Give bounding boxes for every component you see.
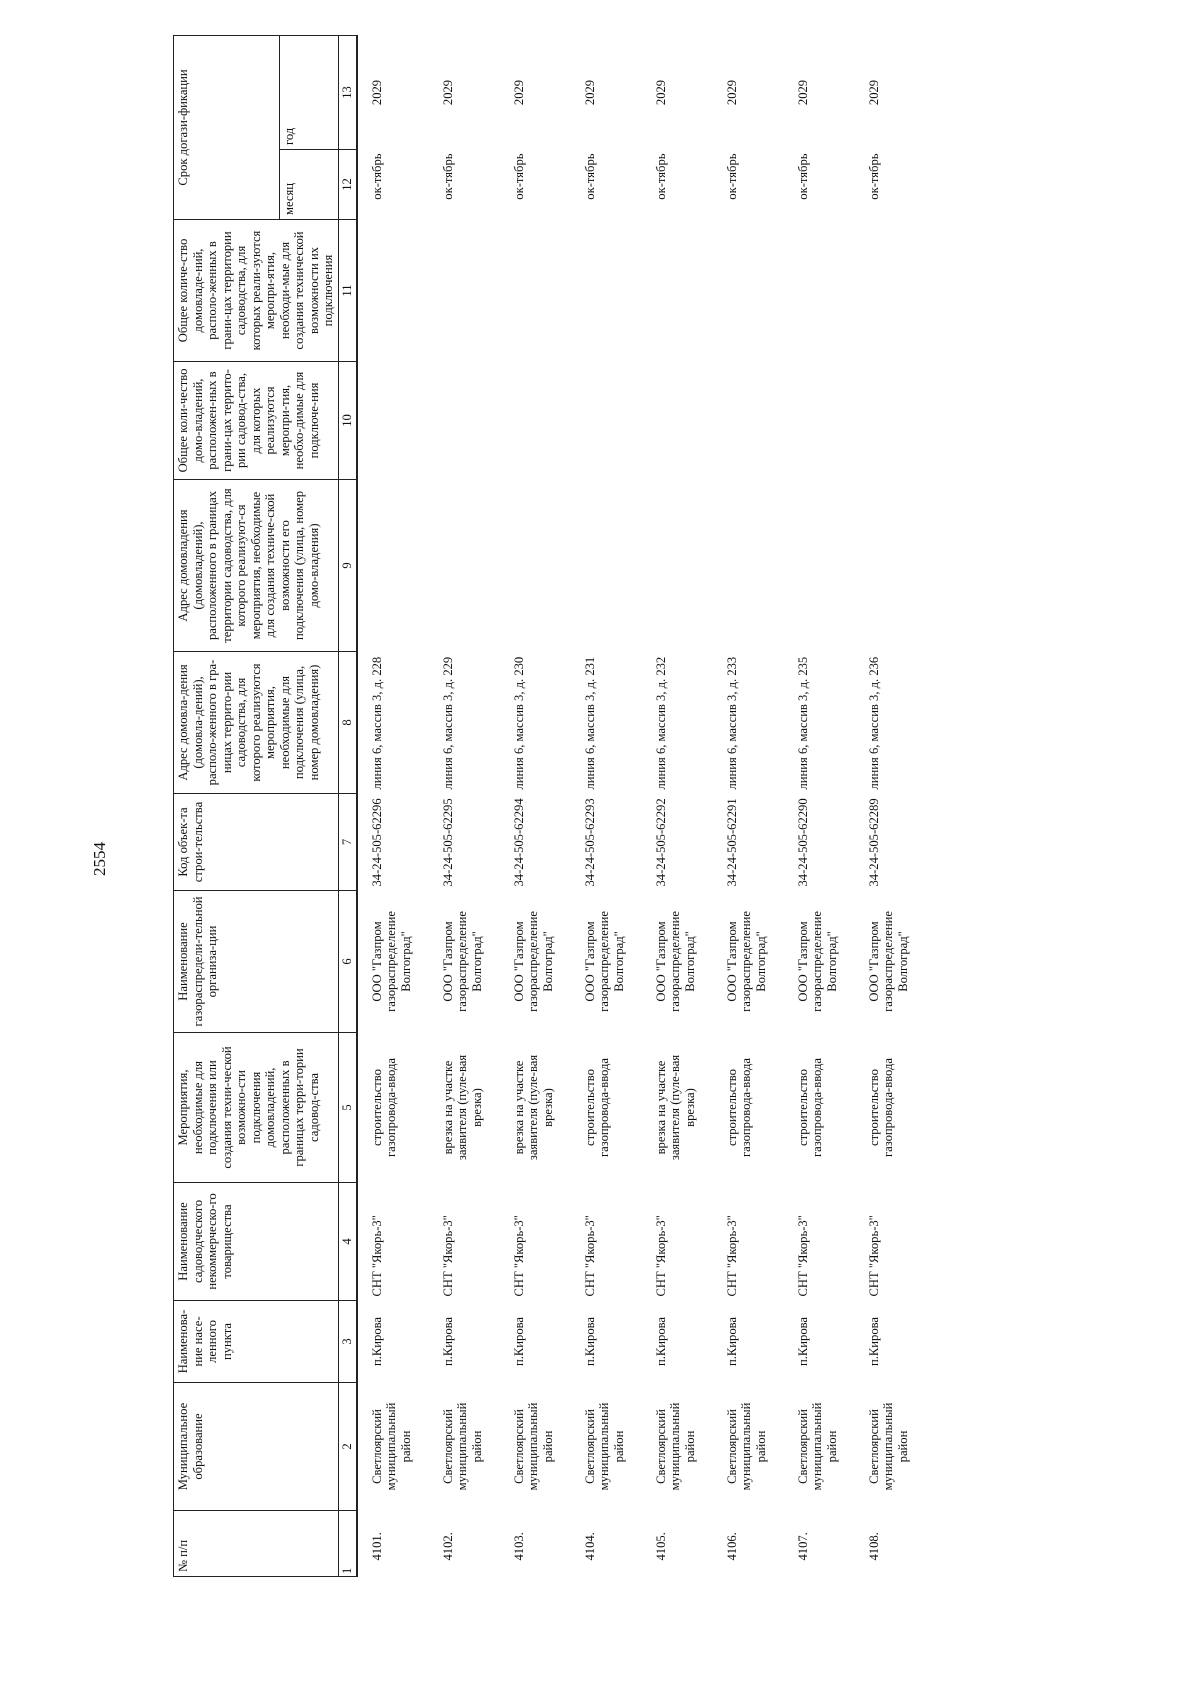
address-cell: линия 6, массив 3, д. 230 bbox=[511, 656, 526, 790]
gas-organization-cell: ООО "Газпром газораспределение Волгоград" bbox=[653, 911, 697, 1012]
month-cell: ок-тябрь bbox=[369, 153, 384, 200]
header-count-connection: Общее коли-чество домо-владений, расположен-ных в грани-цах террито-рии садовод-ства, для которых реализуются меропри-тия, необхо-димые для подключе-ния bbox=[174, 362, 339, 480]
column-number: 8 bbox=[338, 652, 357, 794]
count-capability-cell bbox=[357, 220, 429, 362]
count-capability-cell bbox=[855, 220, 930, 362]
table-row bbox=[784, 35, 855, 1576]
header-month: месяц bbox=[279, 150, 338, 220]
object-code-cell: 34-24-505-62292 bbox=[653, 798, 668, 887]
measure-cell: строительство газопровода-ввода bbox=[369, 1058, 398, 1158]
table-header bbox=[174, 35, 357, 1576]
count-capability-cell bbox=[642, 220, 713, 362]
measure-cell: врезка на участке заявителя (пуле-вая врезка) bbox=[440, 1054, 484, 1161]
header-municipality: Муниципальное образование bbox=[174, 1383, 339, 1511]
gas-organization-cell: ООО "Газпром газораспределение Волгоград" bbox=[866, 911, 910, 1012]
row-number: 4106. bbox=[724, 1532, 739, 1561]
month-cell: ок-тябрь bbox=[511, 153, 526, 200]
settlement-cell: п.Кирова bbox=[511, 1317, 526, 1366]
municipality-cell: Светлоярский муниципальный район bbox=[582, 1402, 626, 1491]
gas-organization-cell: ООО "Газпром газораспределение Волгоград" bbox=[724, 911, 768, 1012]
header-address-connection: Адрес домовла-дения (домовла-дений), располо-женного в гра-ницах террито-рии садоводства, для которого реализуются мероприятия, необходимые для подключения (улица, номер домовладения) bbox=[174, 652, 339, 794]
header-deadline: Срок догази-фикации bbox=[174, 35, 280, 219]
address-capability-cell bbox=[642, 480, 713, 652]
object-code-cell: 34-24-505-62290 bbox=[795, 798, 810, 887]
count-connection-cell bbox=[571, 362, 642, 480]
measure-cell: строительство газопровода-ввода bbox=[582, 1058, 611, 1158]
column-number: 7 bbox=[338, 794, 357, 891]
year-cell: 2029 bbox=[511, 79, 526, 106]
table-body bbox=[357, 35, 930, 1576]
snt-cell: СНТ "Якорь-3" bbox=[653, 1215, 668, 1297]
column-number: 11 bbox=[338, 220, 357, 362]
count-capability-cell bbox=[713, 220, 784, 362]
header-gas-organization: Наименование газораспредели-тельной организа-ции bbox=[174, 891, 339, 1033]
address-capability-cell bbox=[357, 480, 429, 652]
address-cell: линия 6, массив 3, д. 233 bbox=[724, 656, 739, 790]
year-cell: 2029 bbox=[582, 79, 597, 106]
column-number: 13 bbox=[338, 35, 357, 149]
table-row bbox=[571, 35, 642, 1576]
settlement-cell: п.Кирова bbox=[582, 1317, 597, 1366]
object-code-cell: 34-24-505-62294 bbox=[511, 798, 526, 887]
header-object-code: Код объек-та строи-тельства bbox=[174, 794, 339, 891]
address-capability-cell bbox=[784, 480, 855, 652]
column-number: 1 bbox=[338, 1511, 357, 1577]
table-row bbox=[500, 35, 571, 1576]
column-number: 10 bbox=[338, 362, 357, 480]
month-cell: ок-тябрь bbox=[866, 153, 881, 200]
address-capability-cell bbox=[713, 480, 784, 652]
gasification-table bbox=[173, 35, 930, 1577]
table-row bbox=[855, 35, 930, 1576]
gas-organization-cell: ООО "Газпром газораспределение Волгоград" bbox=[795, 911, 839, 1012]
month-cell: ок-тябрь bbox=[795, 153, 810, 200]
year-cell: 2029 bbox=[795, 79, 810, 106]
count-connection-cell bbox=[713, 362, 784, 480]
column-numbers-row bbox=[338, 35, 357, 1576]
snt-cell: СНТ "Якорь-3" bbox=[511, 1215, 526, 1297]
header-count-capability: Общее количе-ство домовладе-ний, располо-женных в грани-цах территории садоводства, для которых реали-зуются меропри-ятия, необходи-мые для создания технической возможности их подключения bbox=[174, 220, 339, 362]
row-number: 4101. bbox=[369, 1532, 384, 1561]
row-number: 4104. bbox=[582, 1532, 597, 1561]
measure-cell: врезка на участке заявителя (пуле-вая врезка) bbox=[653, 1054, 697, 1161]
header-measures: Мероприятия, необходимые для подключения или создания техни-ческой возможно-сти подключения домовладений, расположенных в границах терри-тории садовод-ства bbox=[174, 1033, 339, 1183]
municipality-cell: Светлоярский муниципальный район bbox=[440, 1402, 484, 1491]
column-number: 2 bbox=[338, 1383, 357, 1511]
gas-organization-cell: ООО "Газпром газораспределение Волгоград" bbox=[440, 911, 484, 1012]
measure-cell: строительство газопровода-ввода bbox=[866, 1058, 895, 1158]
header-year: год bbox=[279, 35, 338, 149]
year-cell: 2029 bbox=[369, 79, 384, 106]
measure-cell: строительство газопровода-ввода bbox=[795, 1058, 824, 1158]
measure-cell: врезка на участке заявителя (пуле-вая врезка) bbox=[511, 1054, 555, 1161]
municipality-cell: Светлоярский муниципальный район bbox=[724, 1402, 768, 1491]
year-cell: 2029 bbox=[724, 79, 739, 106]
year-cell: 2029 bbox=[440, 79, 455, 106]
settlement-cell: п.Кирова bbox=[866, 1317, 881, 1366]
snt-cell: СНТ "Якорь-3" bbox=[369, 1215, 384, 1297]
settlement-cell: п.Кирова bbox=[724, 1317, 739, 1366]
row-number: 4102. bbox=[440, 1532, 455, 1561]
row-number: 4103. bbox=[511, 1532, 526, 1561]
month-cell: ок-тябрь bbox=[653, 153, 668, 200]
table-row bbox=[642, 35, 713, 1576]
page-number: 2554 bbox=[90, 842, 109, 876]
settlement-cell: п.Кирова bbox=[440, 1317, 455, 1366]
municipality-cell: Светлоярский муниципальный район bbox=[866, 1402, 910, 1491]
header-settlement: Наименова-ние насе-ленного пункта bbox=[174, 1301, 339, 1383]
count-capability-cell bbox=[500, 220, 571, 362]
count-capability-cell bbox=[784, 220, 855, 362]
municipality-cell: Светлоярский муниципальный район bbox=[369, 1402, 413, 1491]
address-cell: линия 6, массив 3, д. 231 bbox=[582, 656, 597, 790]
municipality-cell: Светлоярский муниципальный район bbox=[653, 1402, 697, 1491]
snt-cell: СНТ "Якорь-3" bbox=[866, 1215, 881, 1297]
column-number: 9 bbox=[338, 480, 357, 652]
address-cell: линия 6, массив 3, д. 236 bbox=[866, 656, 881, 790]
measure-cell: строительство газопровода-ввода bbox=[724, 1058, 753, 1158]
month-cell: ок-тябрь bbox=[724, 153, 739, 200]
header-snt: Наименование садоводческого некоммерческо-го товарищества bbox=[174, 1183, 339, 1301]
address-capability-cell bbox=[429, 480, 500, 652]
rotated-page-content bbox=[173, 36, 1045, 1577]
snt-cell: СНТ "Якорь-3" bbox=[440, 1215, 455, 1297]
table-row bbox=[713, 35, 784, 1576]
row-number: 4107. bbox=[795, 1532, 810, 1561]
settlement-cell: п.Кирова bbox=[653, 1317, 668, 1366]
month-cell: ок-тябрь bbox=[440, 153, 455, 200]
column-number: 4 bbox=[338, 1183, 357, 1301]
address-cell: линия 6, массив 3, д. 232 bbox=[653, 656, 668, 790]
table-row bbox=[357, 35, 429, 1576]
column-number: 3 bbox=[338, 1301, 357, 1383]
address-capability-cell bbox=[571, 480, 642, 652]
count-connection-cell bbox=[357, 362, 429, 480]
address-cell: линия 6, массив 3, д. 235 bbox=[795, 656, 810, 790]
table-row bbox=[429, 35, 500, 1576]
column-number: 5 bbox=[338, 1033, 357, 1183]
gas-organization-cell: ООО "Газпром газораспределение Волгоград" bbox=[582, 911, 626, 1012]
object-code-cell: 34-24-505-62295 bbox=[440, 798, 455, 887]
year-cell: 2029 bbox=[653, 79, 668, 106]
municipality-cell: Светлоярский муниципальный район bbox=[511, 1402, 555, 1491]
row-number: 4108. bbox=[866, 1532, 881, 1561]
count-connection-cell bbox=[500, 362, 571, 480]
header-address-capability: Адрес домовладения (домовладений), расположенного в границах территории садоводства, для которого реализуют-ся мероприятия, необходимые для создания техниче-ской возможности его подключения (улица, номер домо-владения) bbox=[174, 480, 339, 652]
address-capability-cell bbox=[855, 480, 930, 652]
year-cell: 2029 bbox=[866, 79, 881, 106]
count-connection-cell bbox=[855, 362, 930, 480]
address-cell: линия 6, массив 3, д. 228 bbox=[369, 656, 384, 790]
count-connection-cell bbox=[784, 362, 855, 480]
object-code-cell: 34-24-505-62296 bbox=[369, 798, 384, 887]
snt-cell: СНТ "Якорь-3" bbox=[724, 1215, 739, 1297]
settlement-cell: п.Кирова bbox=[369, 1317, 384, 1366]
snt-cell: СНТ "Якорь-3" bbox=[582, 1215, 597, 1297]
settlement-cell: п.Кирова bbox=[795, 1317, 810, 1366]
gas-organization-cell: ООО "Газпром газораспределение Волгоград" bbox=[511, 911, 555, 1012]
header-number: № п/п bbox=[174, 1511, 339, 1577]
count-connection-cell bbox=[429, 362, 500, 480]
count-capability-cell bbox=[429, 220, 500, 362]
row-number: 4105. bbox=[653, 1532, 668, 1561]
snt-cell: СНТ "Якорь-3" bbox=[795, 1215, 810, 1297]
municipality-cell: Светлоярский муниципальный район bbox=[795, 1402, 839, 1491]
object-code-cell: 34-24-505-62291 bbox=[724, 798, 739, 887]
count-connection-cell bbox=[642, 362, 713, 480]
object-code-cell: 34-24-505-62289 bbox=[866, 798, 881, 887]
gas-organization-cell: ООО "Газпром газораспределение Волгоград" bbox=[369, 911, 413, 1012]
object-code-cell: 34-24-505-62293 bbox=[582, 798, 597, 887]
column-number: 6 bbox=[338, 891, 357, 1033]
count-capability-cell bbox=[571, 220, 642, 362]
address-cell: линия 6, массив 3, д. 229 bbox=[440, 656, 455, 790]
month-cell: ок-тябрь bbox=[582, 153, 597, 200]
column-number: 12 bbox=[338, 150, 357, 220]
address-capability-cell bbox=[500, 480, 571, 652]
